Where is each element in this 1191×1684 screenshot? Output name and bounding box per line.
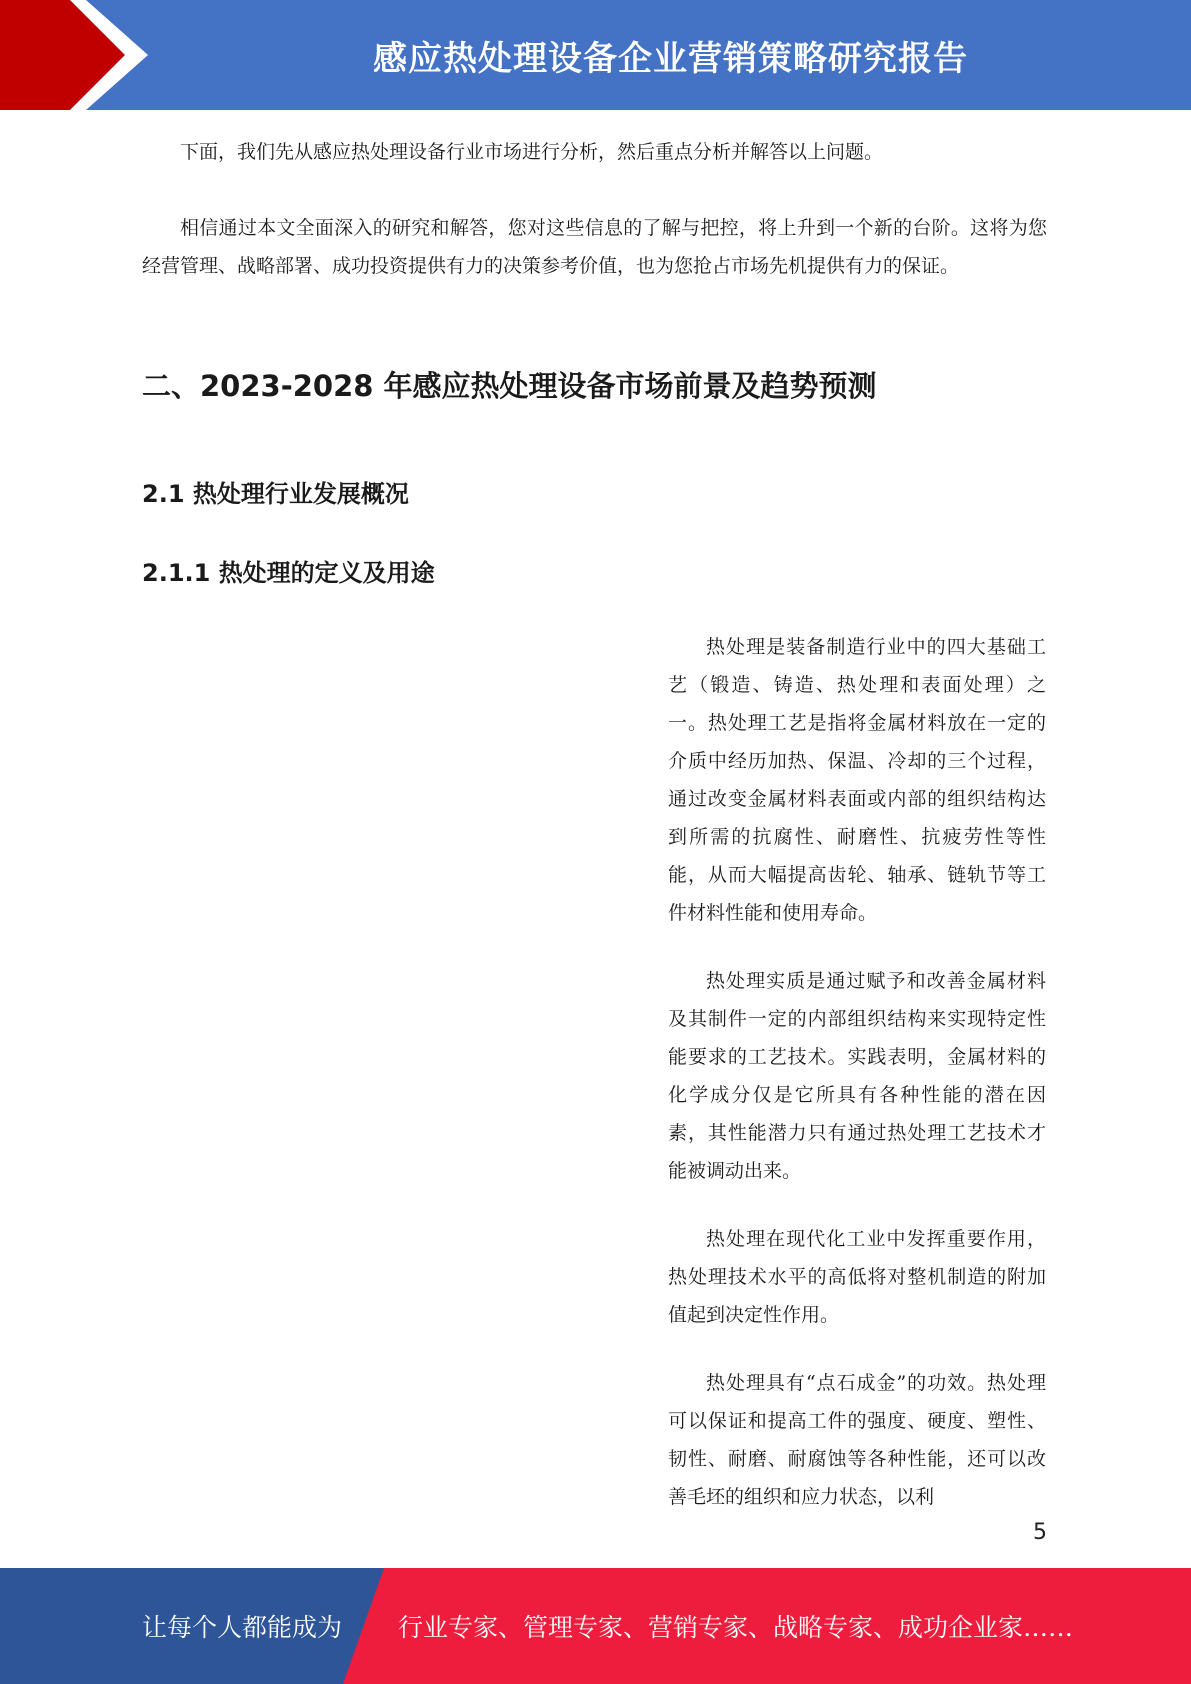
report-title: 感应热处理设备企业营销策略研究报告 <box>373 38 968 79</box>
body-paragraph: 热处理具有“点石成金”的功效。热处理可以保证和提高工件的强度、硬度、塑性、韧性、耐磨、耐腐蚀等各种性能，还可以改善毛坯的组织和应力状态，以利 <box>668 1372 1046 1508</box>
text-column <box>668 628 1046 1546</box>
body-paragraph: 热处理是装备制造行业中的四大基础工艺（锻造、铸造、热处理和表面处理）之一。热处理工艺是指将金属材料放在一定的介质中经历加热、保温、冷却的三个过程，通过改变金属材料表面或内部的组织结构达到所需的抗腐性、耐磨性、抗疲劳性等性能，从而大幅提高齿轮、轴承、链轨节等工件材料性能和使用寿命。 <box>668 636 1046 924</box>
header-arrow-icon <box>0 0 160 110</box>
intro-paragraph: 下面，我们先从感应热处理设备行业市场进行分析，然后重点分析并解答以上问题。 <box>180 141 884 163</box>
subsection-heading: 2.1 热处理行业发展概况 <box>142 480 409 508</box>
intro-paragraph: 相信通过本文全面深入的研究和解答，您对这些信息的了解与把控，将上升到一个新的台阶。这将为您经营管理、战略部署、成功投资提供有力的决策参考价值，也为您抢占市场先机提供有力的保证。 <box>142 217 1047 277</box>
subsubsection-heading: 2.1.1 热处理的定义及用途 <box>142 559 435 587</box>
footer-slogan-left: 让每个人都能成为 <box>142 1613 343 1642</box>
section-heading: 二、2023-2028 年感应热处理设备市场前景及趋势预测 <box>142 369 877 403</box>
footer-slogan-right: 行业专家、管理专家、营销专家、战略专家、成功企业家…… <box>398 1613 1074 1642</box>
page-number: 5 <box>1033 1520 1047 1545</box>
page-header <box>0 0 1191 110</box>
body-paragraph: 热处理在现代化工业中发挥重要作用，热处理技术水平的高低将对整机制造的附加值起到决定性作用。 <box>668 1228 1046 1326</box>
body-paragraph: 热处理实质是通过赋予和改善金属材料及其制件一定的内部组织结构来实现特定性能要求的工艺技术。实践表明，金属材料的化学成分仅是它所具有各种性能的潜在因素，其性能潜力只有通过热处理工艺技术才能被调动出来。 <box>668 970 1046 1182</box>
page-footer <box>0 1568 1191 1684</box>
